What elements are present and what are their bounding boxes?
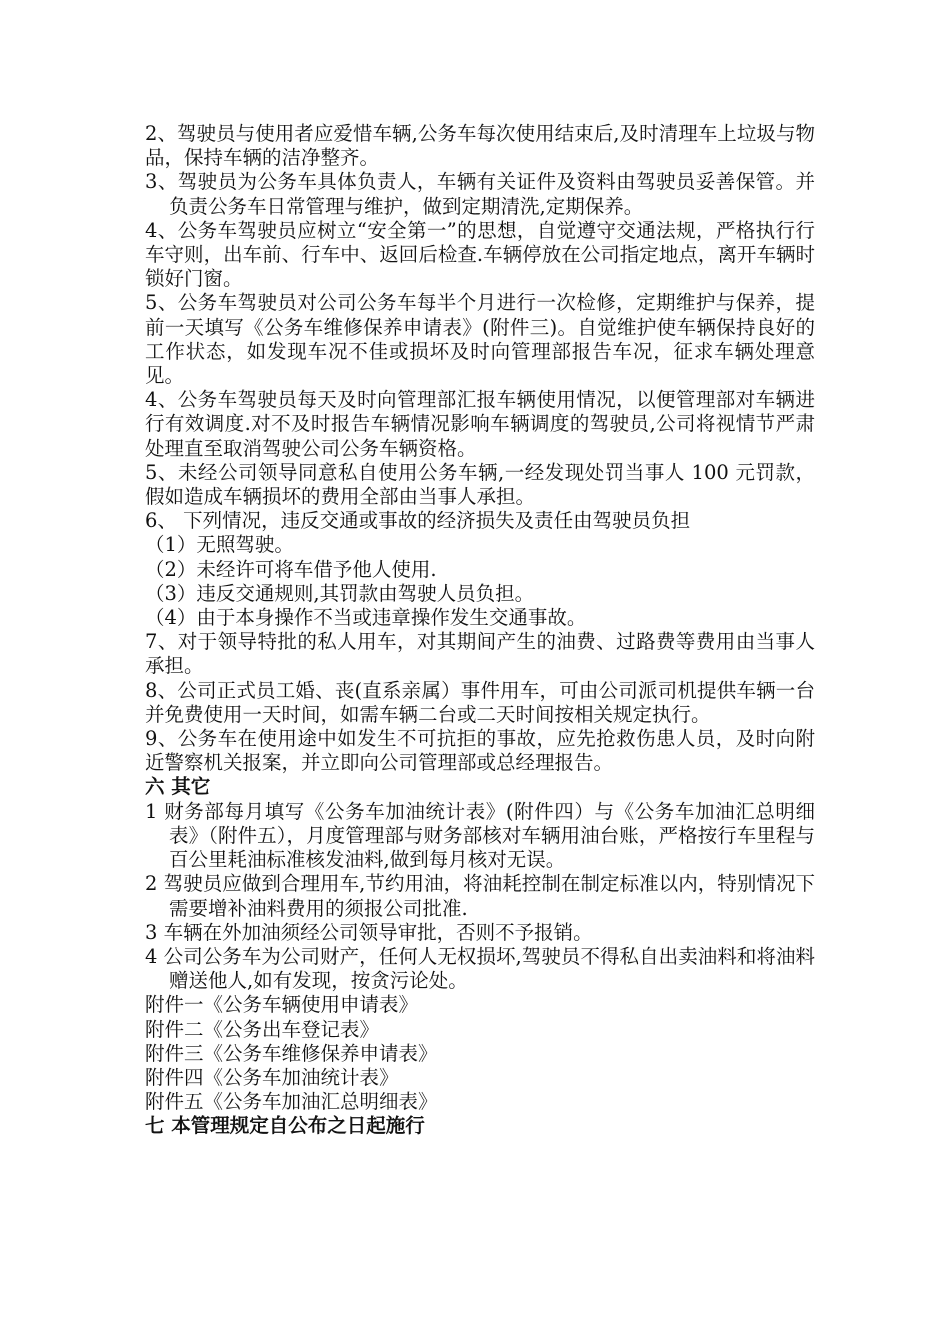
section-six-item-3: 3 车辆在外加油须经公司领导审批，否则不予报销。 <box>145 920 593 944</box>
attachment-5: 附件五《公务车加油汇总明细表》 <box>145 1090 438 1114</box>
section-six-item-1: 1 财务部每月填写《公务车加油统计表》(附件四）与《公务车加油汇总明细表》（附件五），月度管理部与财务部核对车辆用油台账，严格按行车里程与百公里耗油标准核发油料,做到每月核对无误。 <box>145 799 815 872</box>
rule-5-penalty: 5、未经公司领导同意私自使用公务车辆,一经发现处罚当事人 100 元罚款，假如造成车辆损坏的费用全部由当事人承担。 <box>145 460 815 509</box>
rule-6-item-1: （1）无照驾驶。 <box>145 533 294 557</box>
rule-9: 9、公务车在使用途中如发生不可抗拒的事故，应先抢救伤患人员，及时向附近警察机关报案，并立即向公司管理部或总经理报告。 <box>145 727 815 775</box>
rule-4-safety: 4、公务车驾驶员应树立“安全第一”的思想，自觉遵守交通法规，严格执行行车守则，出车前、行车中、返回后检查.车辆停放在公司指定地点，离开车辆时锁好门窗。 <box>145 218 815 291</box>
document-body <box>145 122 815 1139</box>
rule-2: 2、驾驶员与使用者应爱惜车辆,公务车每次使用结束后,及时清理车上垃圾与物品，保持车辆的洁净整齐。 <box>145 122 815 170</box>
rule-7: 7、对于领导特批的私人用车，对其期间产生的油费、过路费等费用由当事人承担。 <box>145 630 815 678</box>
rule-4-reporting: 4、公务车驾驶员每天及时向管理部汇报车辆使用情况，以便管理部对车辆进行有效调度.对不及时报告车辆情况影响车辆调度的驾驶员,公司将视情节严肃处理直至取消驾驶公司公务车辆资格。 <box>145 388 815 460</box>
section-seven-title: 七 本管理规定自公布之日起施行 <box>145 1114 425 1138</box>
rule-6-item-3: （3）违反交通规则,其罚款由驾驶人员负担。 <box>145 581 535 605</box>
attachment-2: 附件二《公务出车登记表》 <box>145 1017 380 1041</box>
rule-6-item-4: （4）由于本身操作不当或违章操作发生交通事故。 <box>145 606 587 630</box>
rule-6-item-2: （2）未经许可将车借予他人使用. <box>145 557 437 581</box>
rule-6-liability: 6、 下列情况，违反交通或事故的经济损失及责任由驾驶员负担 <box>145 509 691 533</box>
rule-3: 3、驾驶员为公务车具体负责人，车辆有关证件及资料由驾驶员妥善保管。并负责公务车日常管理与维护，做到定期清洗,定期保养。 <box>145 170 815 218</box>
section-six-title: 六 其它 <box>145 775 211 799</box>
rule-8: 8、公司正式员工婚、丧(直系亲属）事件用车，可由公司派司机提供车辆一台并免费使用一天时间，如需车辆二台或二天时间按相关规定执行。 <box>145 678 815 726</box>
attachment-3: 附件三《公务车维修保养申请表》 <box>145 1041 438 1065</box>
section-six-item-4: 4 公司公务车为公司财产，任何人无权损坏,驾驶员不得私自出卖油料和将油料赠送他人,如有发现，按贪污论处。 <box>145 944 815 993</box>
section-six-item-2: 2 驾驶员应做到合理用车,节约用油，将油耗控制在制定标准以内，特别情况下需要增补油料费用的须报公司批准. <box>145 872 815 920</box>
attachment-4: 附件四《公务车加油统计表》 <box>145 1065 399 1089</box>
attachment-1: 附件一《公务车辆使用申请表》 <box>145 993 419 1017</box>
rule-5-maintenance: 5、公务车驾驶员对公司公务车每半个月进行一次检修，定期维护与保养，提前一天填写《公务车维修保养申请表》(附件三)。自觉维护使车辆保持良好的工作状态，如发现车况不佳或损坏及时向管理部报告车况，征求车辆处理意见。 <box>145 291 815 388</box>
